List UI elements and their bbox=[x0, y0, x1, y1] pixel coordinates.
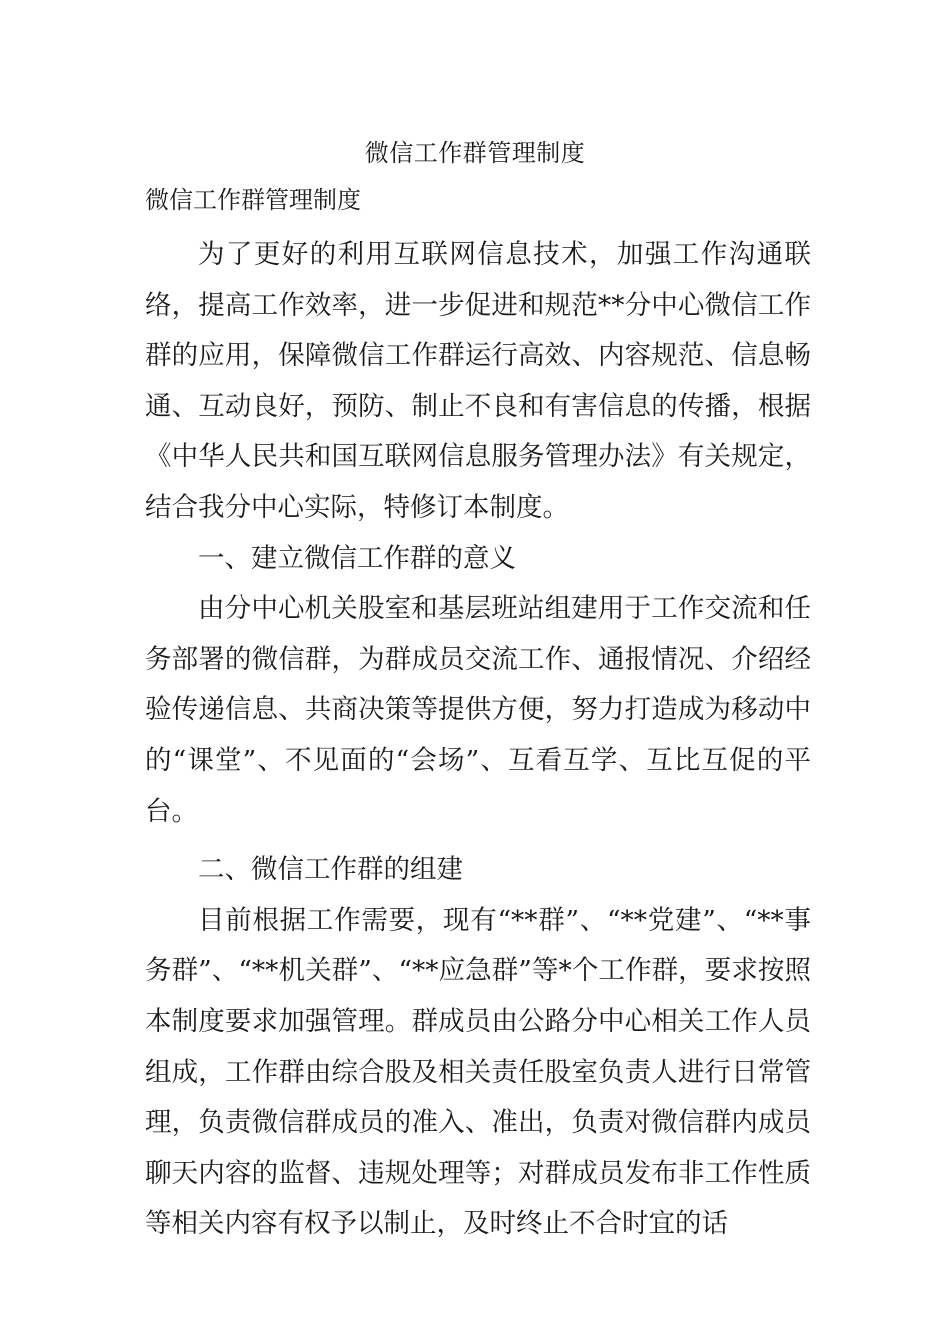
document-subtitle: 微信工作群管理制度 bbox=[145, 186, 361, 214]
paragraph-intro: 为了更好的利用互联网信息技术，加强工作沟通联络，提高工作效率，进一步促进和规范**分中心微信工作群的应用，保障微信工作群运行高效、内容规范、信息畅通、互动良好，预防、制止不良和有害信息的传播，根据《中华人民共和国互联网信息服务管理办法》有关规定，结合我分中心实际，特修订本制度。 bbox=[145, 239, 811, 523]
section-heading-2: 二、微信工作群的组建 bbox=[198, 854, 463, 886]
section-heading-1: 一、建立微信工作群的意义 bbox=[198, 542, 516, 574]
document-body bbox=[145, 178, 811, 1250]
paragraph-section-2: 目前根据工作需要，现有“**群”、“**党建”、“**事务群”、“**机关群”、“**应急群”等*个工作群，要求按照本制度要求加强管理。群成员由公路分中心相关工作人员组成，工作群由综合股及相关责任股室负责人进行日常管理，负责微信群成员的准入、准出，负责对微信群内成员聊天内容的监督、违规处理等；对群成员发布非工作性质等相关内容有权予以制止，及时终止不合时宜的话 bbox=[145, 904, 811, 1240]
document-title: 微信工作群管理制度 bbox=[364, 139, 586, 167]
paragraph-section-1: 由分中心机关股室和基层班站组建用于工作交流和任务部署的微信群，为群成员交流工作、通报情况、介绍经验传递信息、共商决策等提供方便，努力打造成为移动中的“课堂”、不见面的“会场”、互看互学、互比互促的平台。 bbox=[145, 593, 811, 827]
